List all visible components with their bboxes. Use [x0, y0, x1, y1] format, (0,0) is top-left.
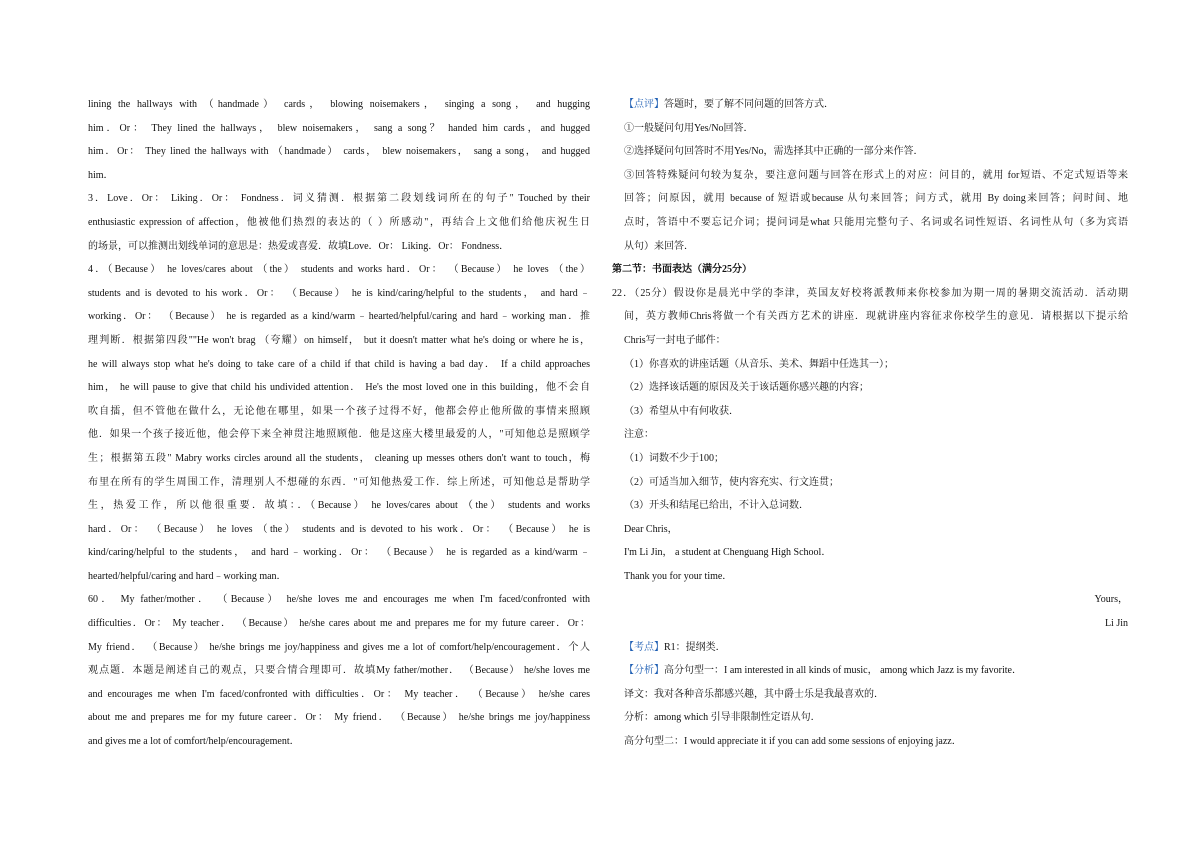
analysis-detail: 译文：我对各种音乐都感兴趣，其中爵士乐是我最喜欢的． [624, 688, 884, 700]
left-line: and gives me a lot of comfort/help/encouragement． [88, 736, 300, 748]
left-line: 4．（Because） he loves/cares about （the） students and works hard．Or： （Because） he loves （the） [88, 264, 590, 276]
test-point-tag: 【考点】 [624, 641, 664, 653]
left-line: 观点题．本题是阐述自己的观点，只要合情合理即可．故填My father/mother． （Because） he/she loves me [88, 665, 590, 677]
analysis-line [624, 659, 1128, 683]
left-line: and encourages me when I'm faced/confronted with difficulties．Or： My teacher． （Because） he/she cares [88, 688, 590, 700]
answer-point: ②选择疑问句回答时不用Yes/No，需选择其中正确的一部分来作答． [624, 146, 924, 158]
test-point-line [624, 636, 1128, 660]
notice-item: （1）词数不少于100； [624, 452, 724, 464]
right-column [612, 93, 1128, 754]
analysis-detail: 高分句型二：I would appreciate it if you can add some sessions of enjoying jazz． [624, 736, 962, 748]
section-title: 第二节：书面表达（满分25分） [612, 264, 752, 276]
letter-closing: Yours， [1094, 594, 1128, 606]
left-line: My friend． （Because） he/she brings me joy/happiness and gives me a lot of comfort/help/encouragement．个人 [88, 641, 590, 653]
left-line: him． [88, 169, 114, 181]
left-line: him．Or： They lined the hallways， blew noisemakers， sang a song？ handed him cards，and hugged [88, 122, 590, 134]
left-line: about me and prepares me for my future career．Or： My friend． （Because） he/she brings me joy/happiness [88, 712, 590, 724]
comment-text: 答题时，要了解不同问题的回答方式． [664, 99, 834, 110]
answer-point: 回答；问原因，就用 because of 短语或because 从句来回答；问方式，就用 By doing来回答；问时间、地 [624, 193, 1128, 205]
question-line: 22．（25分）假设你是晨光中学的李津，英国友好校将派教师来你校参加为期一周的暑期交流活动．活动期 [612, 287, 1128, 299]
left-column [88, 93, 590, 754]
left-line: hearted/helpful/caring and hard﹣working man． [88, 570, 287, 582]
left-line: 布里在所有的学生周围工作，清理别人不想碰的东西．"可知他热爱工作．综上所述，可知他总是帮助学 [88, 476, 590, 488]
left-line: him， he will pause to give that child his undivided attention． He's the most loved one in this building，他不会自 [88, 382, 590, 394]
answer-point: ①一般疑问句用Yes/No回答． [624, 122, 754, 134]
left-line: students and is devoted to his work．Or： （Because） he is kind/caring/helpful to the students， and hard﹣ [88, 287, 590, 299]
answer-point: 点时，答语中不要忘记介词；提问词是what 只能用完整句子、名词或名词性短语、名词性从句（多为宾语 [624, 216, 1128, 228]
notice-label: 注意： [624, 429, 654, 441]
left-line: 吹自擂，但不管他在做什么，无论他在哪里，如果一个孩子过得不好，他都会停止他所做的事情来照顾 [88, 405, 590, 417]
letter-intro: I'm Li Jin， a student at Chenguang High School． [624, 547, 832, 559]
requirement-item: （3）希望从中有何收获． [624, 405, 739, 417]
left-line: 理判断．根据第四段""He won't brag （夸耀）on himself， but it doesn't matter what he's doing or where he is， [88, 334, 590, 346]
comment-tag: 【点评】 [624, 99, 664, 110]
answer-point: 从句）来回答． [624, 240, 694, 252]
notice-item: （2）可适当加入细节，使内容充实、行文连贯； [624, 476, 839, 488]
analysis-tag: 【分析】 [624, 665, 664, 677]
comment-line [624, 93, 1128, 117]
left-line: kind/caring/helpful to the students， and hard﹣working．Or： （Because） he is regarded as a kind/warm﹣ [88, 547, 590, 559]
left-line: difficulties．Or： My teacher． （Because） he/she cares about me and prepares me for my future career．Or： [88, 618, 590, 630]
question-line: 间，英方教师Chris将做一个有关西方艺术的讲座．现就讲座内容征求你校学生的意见．请根据以下提示给 [624, 311, 1128, 323]
left-line: enthusiastic expression of affection，他被他们热烈的表达的（ ）所感动"，再结合上文他们给他庆祝生日 [88, 216, 590, 228]
test-point-text: R1：提纲类． [664, 641, 726, 653]
answer-point: ③回答特殊疑问句较为复杂，要注意问题与回答在形式上的对应：问目的，就用 for短语、不定式短语等来 [624, 169, 1128, 181]
question-line: Chris写一封电子邮件： [624, 334, 726, 346]
analysis-text: 高分句型一：I am interested in all kinds of music， among which Jazz is my favorite． [664, 665, 1022, 677]
left-line: 3．Love．Or： Liking．Or： Fondness．词义猜测．根据第二段划线词所在的句子" Touched by their [88, 193, 590, 205]
left-line: him．Or： They lined the hallways with （handmade） cards， blew noisemakers， sang a song， and hugged [88, 146, 590, 158]
left-line: working．Or： （Because） he is regarded as a kind/warm﹣hearted/helpful/caring and hard﹣working man．推 [88, 311, 590, 323]
letter-greeting: Dear Chris， [624, 523, 678, 535]
letter-thanks: Thank you for your time． [624, 570, 733, 582]
requirement-item: （2）选择该话题的原因及关于该话题你感兴趣的内容； [624, 382, 869, 394]
left-line: 60． My father/mother． （Because） he/she loves me and encourages me when I'm faced/confronted with [88, 594, 590, 606]
left-line: hard．Or： （Because） he loves （the） students and is devoted to his work．Or： （Because） he is [88, 523, 590, 535]
left-line: 的场景，可以推测出划线单词的意思是：热爱或喜爱．故填Love．Or： Liking．Or： Fondness． [88, 240, 510, 252]
requirement-item: （1）你喜欢的讲座话题（从音乐、美术、舞蹈中任选其一）； [624, 358, 894, 370]
left-line: he will always stop what he's doing to take care of a child if that child is having a bad day． If a child approaches [88, 358, 590, 370]
left-line: 生，热爱工作，所以他很重要．故填：．（Because） he loves/cares about （the） students and works [88, 500, 590, 512]
notice-item: （3）开头和结尾已给出，不计入总词数． [624, 500, 809, 512]
left-line: 他．如果一个孩子接近他，他会停下来全神贯注地照顾他．他是这座大楼里最爱的人，"可知他总是照顾学 [88, 429, 590, 441]
letter-signature: Li Jin [1104, 618, 1128, 630]
left-line: 生；根据第五段" Mabry works circles around all the students， cleaning up messes others don't want to touch，梅 [88, 452, 590, 464]
left-line: lining the hallways with （handmade） cards， blowing noisemakers， singing a song， and hugging [88, 99, 590, 110]
analysis-detail: 分析：among which 引导非限制性定语从句． [624, 712, 821, 724]
